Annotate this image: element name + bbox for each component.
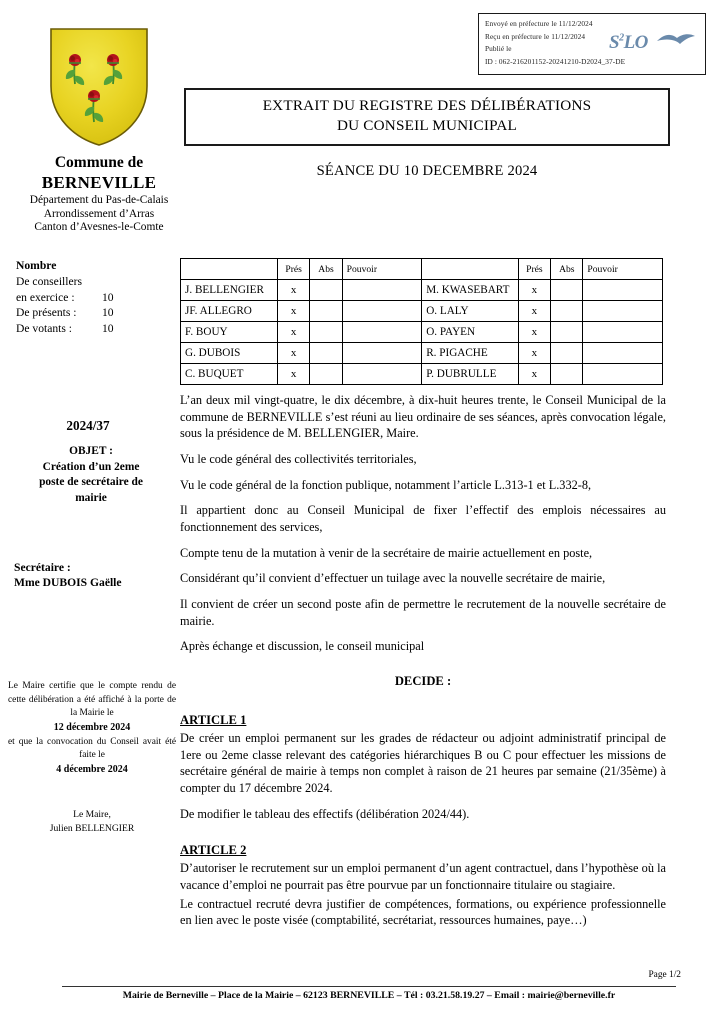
cell-right-pres: x bbox=[518, 364, 551, 385]
secretaire-label: Secrétaire : bbox=[14, 561, 71, 574]
document-title-box bbox=[184, 88, 670, 146]
certification-text-1: Le Maire certifie que le compte rendu de cette délibération a été affiché à la porte de la Mairie le bbox=[8, 681, 176, 719]
cell-right-abs bbox=[551, 343, 583, 364]
objet-line2: poste de secrétaire de bbox=[39, 476, 143, 489]
paragraph-second-poste: Il convient de créer un second poste afin de permettre le recrutement de la nouvelle secrétaire de mairie. bbox=[180, 596, 666, 628]
cell-left-abs bbox=[310, 364, 342, 385]
objet-block bbox=[8, 444, 174, 507]
cell-right-name: O. PAYEN bbox=[422, 322, 518, 343]
cell-right-pouvoir bbox=[583, 343, 663, 364]
cell-left-pres: x bbox=[277, 364, 310, 385]
stamp-line-publie: Publié le bbox=[485, 44, 512, 54]
commune-identity bbox=[0, 154, 198, 235]
paragraph-effectif: Il appartient donc au Conseil Municipal de fixer l’effectif des emplois nécessaires au fonctionnement des services, bbox=[180, 503, 666, 534]
commune-label: Commune de bbox=[54, 154, 144, 171]
nombre-row-votants bbox=[16, 321, 176, 337]
nombre-label-exercice: en exercice : bbox=[16, 290, 75, 304]
secretaire-name: Mme DUBOIS Gaëlle bbox=[14, 576, 122, 590]
cell-right-name: O. LALY bbox=[422, 301, 518, 322]
paragraph-apres-echange: Après échange et discussion, le conseil municipal bbox=[180, 639, 425, 654]
cell-left-pres: x bbox=[277, 280, 310, 301]
cell-right-pres: x bbox=[518, 322, 551, 343]
cell-right-name: M. KWASEBART bbox=[422, 280, 518, 301]
article-2-paragraph-2: Le contractuel recruté devra justifier de compétences, formations, ou expérience professionnelle en lien avec le poste visée (comptabilité, secrétariat, ressources humaines, paye…) bbox=[180, 896, 666, 928]
table-header-row bbox=[181, 259, 663, 280]
cell-left-pouvoir bbox=[342, 343, 422, 364]
cell-right-pres: x bbox=[518, 343, 551, 364]
header-right-abs: Abs bbox=[551, 259, 583, 280]
header-right-name bbox=[422, 259, 518, 280]
stamp-line-envoye: Envoyé en préfecture le 11/12/2024 bbox=[485, 19, 593, 28]
cell-right-abs bbox=[551, 301, 583, 322]
nombre-label-votants: De votants : bbox=[16, 322, 73, 336]
certification-date-convocation: 4 décembre 2024 bbox=[56, 764, 128, 776]
cell-left-abs bbox=[310, 301, 342, 322]
commune-departement: Département du Pas-de-Calais bbox=[29, 193, 169, 206]
footer-contact-info: Mairie de Berneville – Place de la Mairie – 62123 BERNEVILLE – Tél : 03.21.58.19.27 – Email : mairie@berneville.fr bbox=[122, 990, 616, 1001]
article-1-paragraph-1: De créer un emploi permanent sur les grades de rédacteur ou adjoint administratif principal de 1ere ou 2eme classe relevant des catégories hiérarchiques B ou C pour effectuer les missions de secrétaire général de mairie à temps non complet à raison de 21 heures par semaine (21/35ème) à compter du 17 décembre 2024. bbox=[180, 731, 666, 795]
objet-line1: Création d’un 2eme bbox=[42, 460, 140, 473]
cell-right-pouvoir bbox=[583, 322, 663, 343]
stamp-line-recu: Reçu en préfecture le 11/12/2024 bbox=[485, 31, 586, 41]
mayor-title: Le Maire, bbox=[73, 809, 111, 820]
commune-canton: Canton d’Avesnes-le-Comte bbox=[34, 221, 164, 234]
cell-left-name: G. DUBOIS bbox=[181, 343, 278, 364]
nombre-subtitle: De conseillers bbox=[16, 274, 82, 288]
objet-line3: mairie bbox=[75, 492, 107, 505]
cell-left-name: JF. ALLEGRO bbox=[181, 301, 278, 322]
cell-left-abs bbox=[310, 322, 342, 343]
header-left-name bbox=[181, 259, 278, 280]
paragraph-opening: L’an deux mil vingt-quatre, le dix décembre, à dix-huit heures trente, le Conseil Municipal de la commune de BERNEVILLE s’est réuni au lieu ordinaire de ses séances, après convocation légale, sous la présidence de M. BELLENGIER, Maire. bbox=[180, 393, 666, 441]
cell-right-pouvoir bbox=[583, 280, 663, 301]
table-row bbox=[181, 343, 663, 364]
paragraph-mutation: Compte tenu de la mutation à venir de la secrétaire de mairie actuellement en poste, bbox=[180, 545, 593, 560]
cell-right-pres: x bbox=[518, 280, 551, 301]
nombre-value-votants: 10 bbox=[102, 322, 114, 336]
cell-left-name: F. BOUY bbox=[181, 322, 278, 343]
coat-of-arms-berneville bbox=[47, 26, 151, 148]
table-row bbox=[181, 322, 663, 343]
objet-label: OBJET : bbox=[69, 445, 113, 457]
cell-right-abs bbox=[551, 364, 583, 385]
councillors-count-block bbox=[16, 258, 176, 337]
stamp-line-id: ID : 062-216201152-20241210-D2024_37-DE bbox=[485, 56, 626, 66]
cell-right-abs bbox=[551, 280, 583, 301]
mayor-signature-block bbox=[8, 808, 176, 836]
cell-left-pouvoir bbox=[342, 280, 422, 301]
prefecture-stamp-box bbox=[478, 13, 706, 75]
cell-right-abs bbox=[551, 322, 583, 343]
article-1-paragraph-2: De modifier le tableau des effectifs (délibération 2024/44). bbox=[180, 806, 470, 821]
cell-right-pouvoir bbox=[583, 301, 663, 322]
footer-divider bbox=[62, 986, 676, 987]
article-2-paragraph-1: D’autoriser le recrutement sur un emploi permanent d’un agent contractuel, dans l’hypothèse où la vacance d’emploi ne pourrait pas être pourvue par un fonctionnaire titulaire ou stagiaire. bbox=[180, 861, 666, 892]
commune-arrondissement: Arrondissement d’Arras bbox=[43, 207, 155, 220]
nombre-title: Nombre bbox=[16, 259, 57, 272]
header-right-pres: Prés bbox=[518, 259, 551, 280]
nombre-label-presents: De présents : bbox=[16, 306, 77, 320]
certification-text-2: et que la convocation du Conseil avait été faite le bbox=[8, 736, 176, 761]
cell-left-pouvoir bbox=[342, 364, 422, 385]
cell-left-name: J. BELLENGIER bbox=[181, 280, 278, 301]
deliberation-number: 2024/37 bbox=[66, 418, 110, 433]
attendance-table bbox=[180, 258, 663, 385]
header-right-pouvoir: Pouvoir bbox=[583, 259, 663, 280]
cell-left-pres: x bbox=[277, 301, 310, 322]
secretaire-block bbox=[14, 560, 184, 591]
session-date: SÉANCE DU 10 DECEMBRE 2024 bbox=[316, 163, 538, 179]
cell-right-name: R. PIGACHE bbox=[422, 343, 518, 364]
page-number: Page 1/2 bbox=[648, 970, 681, 980]
certification-block bbox=[8, 680, 176, 778]
cell-left-abs bbox=[310, 280, 342, 301]
paragraph-vu-2: Vu le code général de la fonction publique, notamment l’article L.313-1 et L.332-8, bbox=[180, 477, 592, 492]
table-row bbox=[181, 364, 663, 385]
mayor-name: Julien BELLENGIER bbox=[49, 822, 135, 834]
cell-right-name: P. DUBRULLE bbox=[422, 364, 518, 385]
paragraph-tuilage: Considérant qu’il convient d’effectuer un tuilage avec la nouvelle secrétaire de mairie, bbox=[180, 571, 606, 586]
page-title-line1: EXTRAIT DU REGISTRE DES DÉLIBÉRATIONS bbox=[262, 97, 592, 114]
nombre-value-presents: 10 bbox=[102, 306, 114, 320]
header-left-abs: Abs bbox=[310, 259, 342, 280]
page-title-line2: DU CONSEIL MUNICIPAL bbox=[336, 117, 518, 135]
deliberation-body bbox=[180, 392, 666, 938]
article-1-heading: ARTICLE 1 bbox=[180, 712, 247, 727]
nombre-value-exercice: 10 bbox=[102, 290, 114, 304]
header-left-pres: Prés bbox=[277, 259, 310, 280]
header-left-pouvoir: Pouvoir bbox=[342, 259, 422, 280]
cell-left-pres: x bbox=[277, 343, 310, 364]
table-row bbox=[181, 301, 663, 322]
nombre-row-presents bbox=[16, 305, 176, 321]
article-2-heading: ARTICLE 2 bbox=[180, 843, 247, 858]
cell-right-pres: x bbox=[518, 301, 551, 322]
cell-left-name: C. BUQUET bbox=[181, 364, 278, 385]
certification-date-affichage: 12 décembre 2024 bbox=[53, 722, 131, 734]
cell-left-pouvoir bbox=[342, 322, 422, 343]
slo-logo-text: $S^2LO$ bbox=[609, 32, 648, 53]
cell-right-pouvoir bbox=[583, 364, 663, 385]
decide-heading: DECIDE : bbox=[394, 673, 452, 688]
nombre-row-exercice bbox=[16, 290, 176, 306]
cell-left-pres: x bbox=[277, 322, 310, 343]
cell-left-pouvoir bbox=[342, 301, 422, 322]
paragraph-vu-1: Vu le code général des collectivités territoriales, bbox=[180, 451, 417, 466]
table-row bbox=[181, 280, 663, 301]
commune-name: BERNEVILLE bbox=[41, 172, 157, 192]
cell-left-abs bbox=[310, 343, 342, 364]
